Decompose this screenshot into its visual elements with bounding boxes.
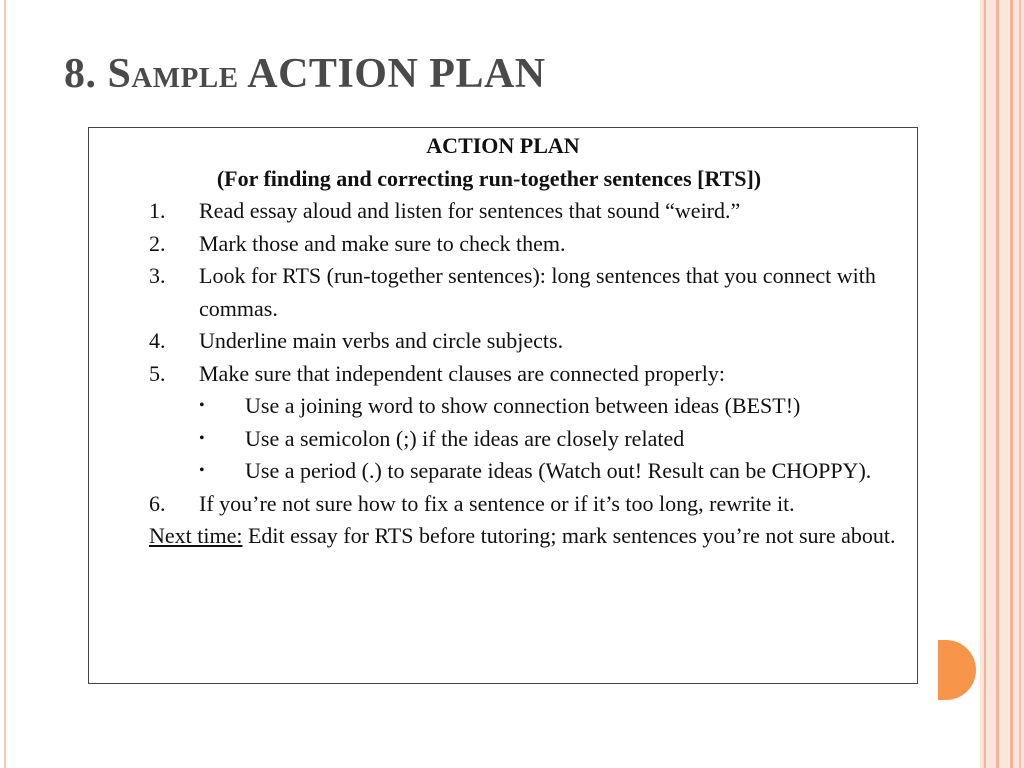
- doc-subtitle: (For finding and correcting run-together sentences [RTS]): [216, 165, 762, 191]
- bullet-text: Use a semicolon (;) if the ideas are closely related: [245, 425, 685, 451]
- title-sample: Sample: [107, 51, 239, 97]
- bullet-icon: •: [199, 429, 205, 447]
- item-number: 6.: [149, 490, 166, 516]
- title-number: 8.: [64, 51, 97, 97]
- sub-bullet-item: [89, 423, 917, 456]
- list-item: [89, 228, 917, 261]
- list-item: [89, 488, 917, 521]
- action-plan-document: [88, 127, 918, 684]
- right-edge-line-2: [996, 0, 999, 768]
- right-edge-band-light: [980, 0, 1024, 768]
- sub-bullet-item: [89, 390, 917, 423]
- right-edge-line-4: [1019, 0, 1021, 768]
- item-number: 4.: [149, 328, 166, 353]
- item-text: Mark those and make sure to check them.: [199, 230, 566, 256]
- bullet-icon: •: [199, 462, 205, 479]
- list-item: [89, 358, 917, 391]
- right-edge-line-3: [1010, 0, 1013, 768]
- bullet-text: Use a joining word to show connection between ideas (BEST!): [245, 393, 801, 418]
- item-text: Make sure that independent clauses are connected properly:: [199, 360, 725, 386]
- bullet-icon: •: [199, 397, 205, 414]
- item-number: 2.: [149, 230, 166, 256]
- right-edge-line-1: [984, 0, 986, 768]
- next-time-note: [89, 520, 917, 553]
- item-text: If you’re not sure how to fix a sentence or if it’s too long, rewrite it.: [199, 490, 795, 516]
- item-number: 5.: [149, 360, 166, 386]
- item-number: 3.: [149, 263, 166, 288]
- note-text: Edit essay for RTS before tutoring; mark sentences you’re not sure about.: [242, 523, 896, 548]
- slide-title: [64, 50, 546, 98]
- sub-bullet-item: [89, 455, 917, 488]
- note-label: Next time:: [149, 523, 243, 548]
- item-text: Underline main verbs and circle subjects.: [199, 328, 564, 353]
- list-item: [89, 325, 917, 358]
- item-number: 1.: [149, 198, 166, 223]
- list-item: [89, 195, 917, 228]
- list-item: [89, 260, 917, 325]
- bullet-text: Use a period (.) to separate ideas (Watch out! Result can be CHOPPY).: [245, 458, 872, 483]
- item-text: Read essay aloud and listen for sentences that sound “weird.”: [199, 198, 741, 223]
- item-text: Look for RTS (run-together sentences): long sentences that you connect with commas.: [199, 263, 876, 321]
- title-action-plan: ACTION PLAN: [247, 51, 546, 97]
- doc-title: ACTION PLAN: [426, 133, 580, 158]
